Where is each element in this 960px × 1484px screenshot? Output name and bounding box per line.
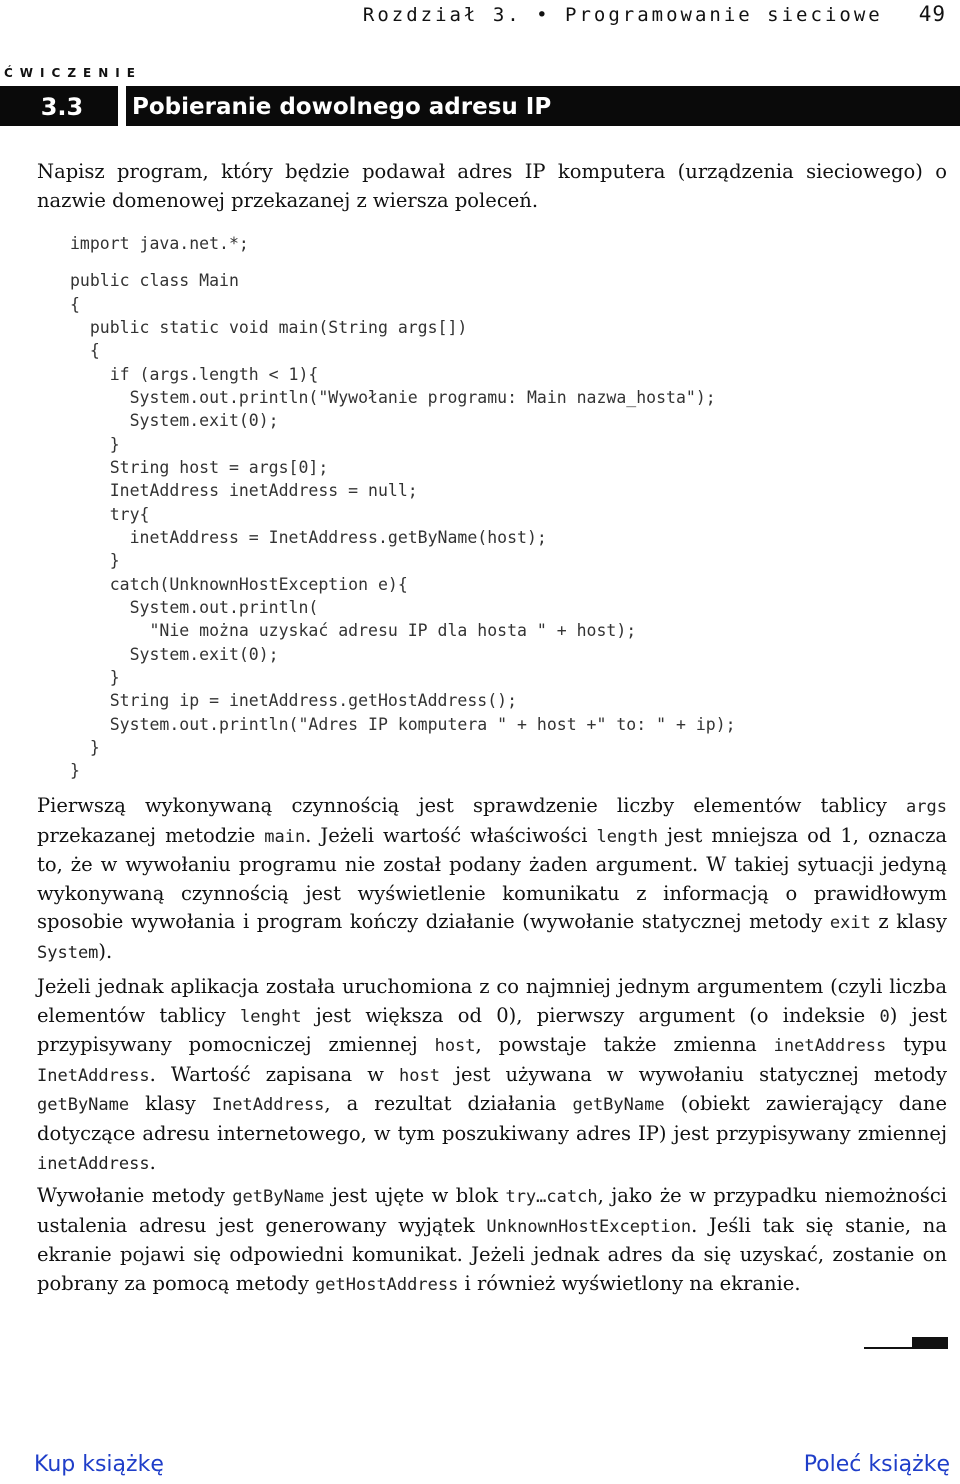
code-line: System.exit(0); [70,645,279,664]
paragraph-args-check [37,792,947,968]
inline-code: getByName [232,1187,325,1207]
text-run: ). [98,939,113,963]
text-run: . Wartość zapisana w [149,1062,399,1086]
code-line: } [70,668,120,687]
text-run: . Jeżeli wartość właściwości [305,823,597,847]
inline-code: UnknownHostException [486,1216,692,1237]
running-header [363,2,946,28]
code-line: if (args.length < 1){ [70,365,319,384]
text-run: z klasy [870,910,948,934]
inline-code: InetAddress [211,1095,325,1116]
text-run: i również wyświetlony na ekranie. [458,1271,801,1295]
buy-book-link[interactable]: Kup książkę [34,1452,164,1477]
code-line: String ip = inetAddress.getHostAddress(); [70,691,518,710]
inline-code: getHostAddress [315,1274,459,1295]
chapter-title: Rozdział 3. • Programowanie sieciowe [362,4,883,26]
text-run: klasy [129,1092,212,1116]
code-line: "Nie można uzyskać adresu IP dla hosta " + host); [70,621,637,640]
text-run: , powstaje także zmienna [475,1033,774,1057]
code-line: System.exit(0); [70,411,279,430]
code-line: } [70,551,120,570]
code-line: System.out.println("Wywołanie programu: Main nazwa_hosta"); [70,388,716,407]
inline-code: System [37,942,99,963]
text-run: , a rezultat działania [324,1092,573,1116]
text-run: . [149,1150,156,1174]
code-line: } [70,761,80,780]
recommend-book-link[interactable]: Poleć książkę [803,1452,950,1477]
exercise-title: Pobieranie dowolnego adresu IP [126,86,960,126]
text-run: jest używana w wywołaniu statycznej metody [439,1062,948,1086]
text-run: Wywołanie metody [37,1184,233,1207]
exercise-intro: Napisz program, który będzie podawał adres IP komputera (urządzenia sieciowego) o nazwie domenowej przekazanej z wiersza poleceń. [37,160,947,212]
inline-code: inetAddress [37,1153,150,1174]
text-run: jest większa od 0), pierwszy argument (o indeksie [301,1003,880,1027]
text-run: Pierwszą wykonywaną czynnością jest sprawdzenie liczby elementów tablicy [37,794,907,817]
page-number: 49 [918,2,946,26]
paragraph-try-catch [37,1182,947,1299]
code-line: System.out.println( [70,598,319,617]
paragraph-argument-handling [37,973,947,1178]
inline-code: host [434,1036,476,1057]
inline-code: getByName [572,1095,665,1116]
code-line: { [70,295,80,314]
text-run: (obiekt zawierający dane dotyczące adresu internetowego, w tym poszukiwany adres IP) jest przypisywany zmiennej [37,1092,947,1145]
code-line: import java.net.*; [70,234,249,253]
code-line: inetAddress = InetAddress.getByName(host); [70,528,547,547]
code-line: { [70,341,100,360]
code-line: public class Main [70,271,239,290]
text-run: jest mniejsza od 1, oznacza to, że w wywołaniu programu nie został podany żaden argument. W takiej sytuacji jedyną wykonywaną czynnością jest wyświetlenie komunikatu z informacją o prawidłowym sposobie wywołania i program kończy działanie (wywołanie statycznej metody [37,823,947,934]
inline-code: args [906,797,947,817]
text-run: przekazanej metodzie [37,823,265,847]
inline-code: exit [829,913,871,934]
text-run: , jako że w przypadku niemożności ustalenia adresu jest generowany wyjątek [37,1184,947,1237]
inline-code: inetAddress [773,1036,887,1057]
exercise-label: ĆWICZENIE [4,66,142,80]
end-marker-block [912,1337,948,1349]
inline-code: main [264,826,306,847]
code-line: try{ [70,505,150,524]
code-line: String host = args[0]; [70,458,329,477]
exercise-number: 3.3 [0,86,118,126]
section-end-marker [864,1337,948,1349]
code-line: public static void main(String args[]) [70,318,468,337]
text-run: typu [886,1033,947,1057]
code-line: catch(UnknownHostException e){ [70,575,408,594]
code-line: } [70,738,100,757]
text-run: jest ujęte w blok [324,1184,506,1207]
text-run: ) jest przypisywany pomocniczej zmiennej [37,1003,948,1057]
code-line: System.out.println("Adres IP komputera " + host +" to: " + ip); [70,715,736,734]
inline-code: length [596,826,658,847]
code-line: InetAddress inetAddress = null; [70,481,418,500]
inline-code: getByName [37,1095,130,1116]
text-run: Jeżeli jednak aplikacja została uruchomiona z co najmniej jednym argumentem (czyli liczba elementów tablicy [37,975,947,1027]
inline-code: try…catch [505,1187,598,1207]
inline-code: lenght [240,1006,302,1027]
inline-code: 0 [879,1006,890,1027]
text-run: . Jeśli tak się stanie, na ekranie pojawi się odpowiedni komunikat. Jeżeli jednak adres da się uzyskać, zostanie on pobrany za pomocą metody [37,1213,947,1295]
inline-code: host [398,1065,440,1086]
code-line: } [70,435,120,454]
inline-code: InetAddress [37,1065,150,1086]
